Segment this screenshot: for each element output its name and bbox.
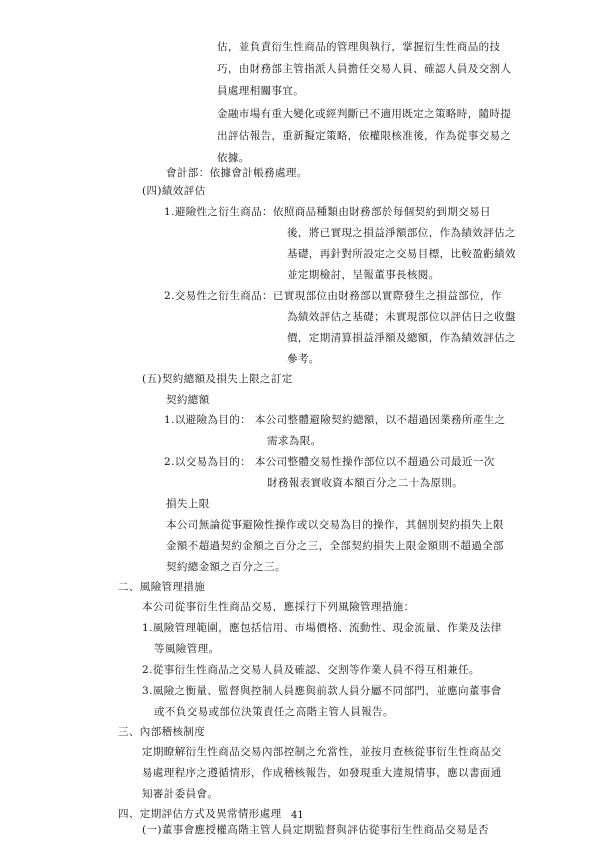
line-14: 價，定期清算損益淨額及總額，作為績效評估之 bbox=[287, 332, 516, 344]
line-7: (四)績效評估 bbox=[142, 185, 206, 197]
line-1: 巧，由財務部主管指派人員擔任交易人員、確認人員及交割人 bbox=[217, 63, 512, 75]
line-26: 二、風險管理措施 bbox=[118, 581, 206, 593]
line-13: 為績效評估之基礎；未實現部位以評估日之收盤 bbox=[287, 311, 516, 323]
line-25: 契約總金額之百分之三。 bbox=[166, 561, 286, 573]
line-11: 並定期檢討，呈報董事長核閱。 bbox=[287, 269, 440, 281]
line-36: 知審計委員會。 bbox=[142, 788, 219, 800]
line-0: 估，並負責衍生性商品的管理與執行，掌握衍生性商品的技 bbox=[217, 41, 501, 53]
line-17: 契約總額 bbox=[166, 394, 210, 406]
line-4: 出評估報告，重新擬定策略，依權限核准後，作為從事交易之 bbox=[217, 130, 512, 142]
line-8: 1.避險性之衍生商品：依照商品種類由財務部於每個契約到期交易日 bbox=[164, 206, 491, 218]
line-31: 3.風險之衡量、監督與控制人員應與前款人員分屬不同部門，並應向董事會 bbox=[142, 685, 502, 697]
line-24: 金額不超過契約金額之百分之三，全部契約損失上限金額則不超過全部 bbox=[166, 540, 504, 552]
line-5: 依據。 bbox=[217, 152, 250, 164]
line-23: 本公司無論從事避險性操作或以交易為目的操作，其個別契約損失上限 bbox=[166, 519, 504, 531]
line-9: 後，將已實現之損益淨額部位，作為績效評估之 bbox=[287, 227, 516, 239]
line-29: 等風險管理。 bbox=[154, 643, 220, 655]
line-15: 參考。 bbox=[287, 353, 320, 365]
line-22: 損失上限 bbox=[166, 498, 210, 510]
line-37: 四、定期評估方式及異常情形處理 bbox=[118, 808, 282, 820]
line-33: 三、內部稽核制度 bbox=[118, 726, 206, 738]
line-2: 員處理相關事宜。 bbox=[217, 85, 305, 97]
line-20: 2.以交易為目的： 本公司整體交易性操作部位以不超過公司最近一次 bbox=[164, 456, 495, 468]
line-3: 金融市場有重大變化或經判斷已不適用既定之策略時，隨時提 bbox=[217, 108, 512, 120]
line-28: 1.風險管理範圍，應包括信用、市場價格、流動性、現金流量、作業及法律 bbox=[142, 622, 502, 634]
line-32: 或不負交易或部位決策責任之高階主管人員報告。 bbox=[154, 706, 394, 718]
page-number: 41 bbox=[291, 810, 304, 821]
line-21: 財務報表實收資本額百分之二十為原則。 bbox=[267, 477, 464, 489]
line-16: (五)契約總額及損失上限之訂定 bbox=[142, 373, 293, 385]
line-19: 需求為限。 bbox=[267, 435, 322, 447]
line-6: 會計部：依據會計帳務處理。 bbox=[166, 167, 308, 179]
line-27: 本公司從事衍生性商品交易，應採行下列風險管理措施： bbox=[142, 601, 415, 613]
line-12: 2.交易性之衍生商品：已實現部位由財務部以實際發生之損益部位，作 bbox=[164, 290, 502, 302]
line-30: 2.從事衍生性商品之交易人員及確認、交割等作業人員不得互相兼任。 bbox=[142, 664, 480, 676]
line-34: 定期瞭解衍生性商品交易內部控制之允當性，並按月查核從事衍生性商品交 bbox=[142, 746, 502, 758]
line-35: 易處理程序之遵循情形，作成稽核報告，如發現重大違規情事，應以書面通 bbox=[142, 767, 502, 779]
line-38: (一)董事會應授權高階主管人員定期監督與評估從事衍生性商品交易是否 bbox=[142, 824, 489, 836]
line-18: 1.以避險為目的： 本公司整體避險契約總額，以不超過因業務所產生之 bbox=[164, 414, 506, 426]
line-10: 基礎，再針對所設定之交易目標，比較盈虧績效 bbox=[287, 248, 516, 260]
